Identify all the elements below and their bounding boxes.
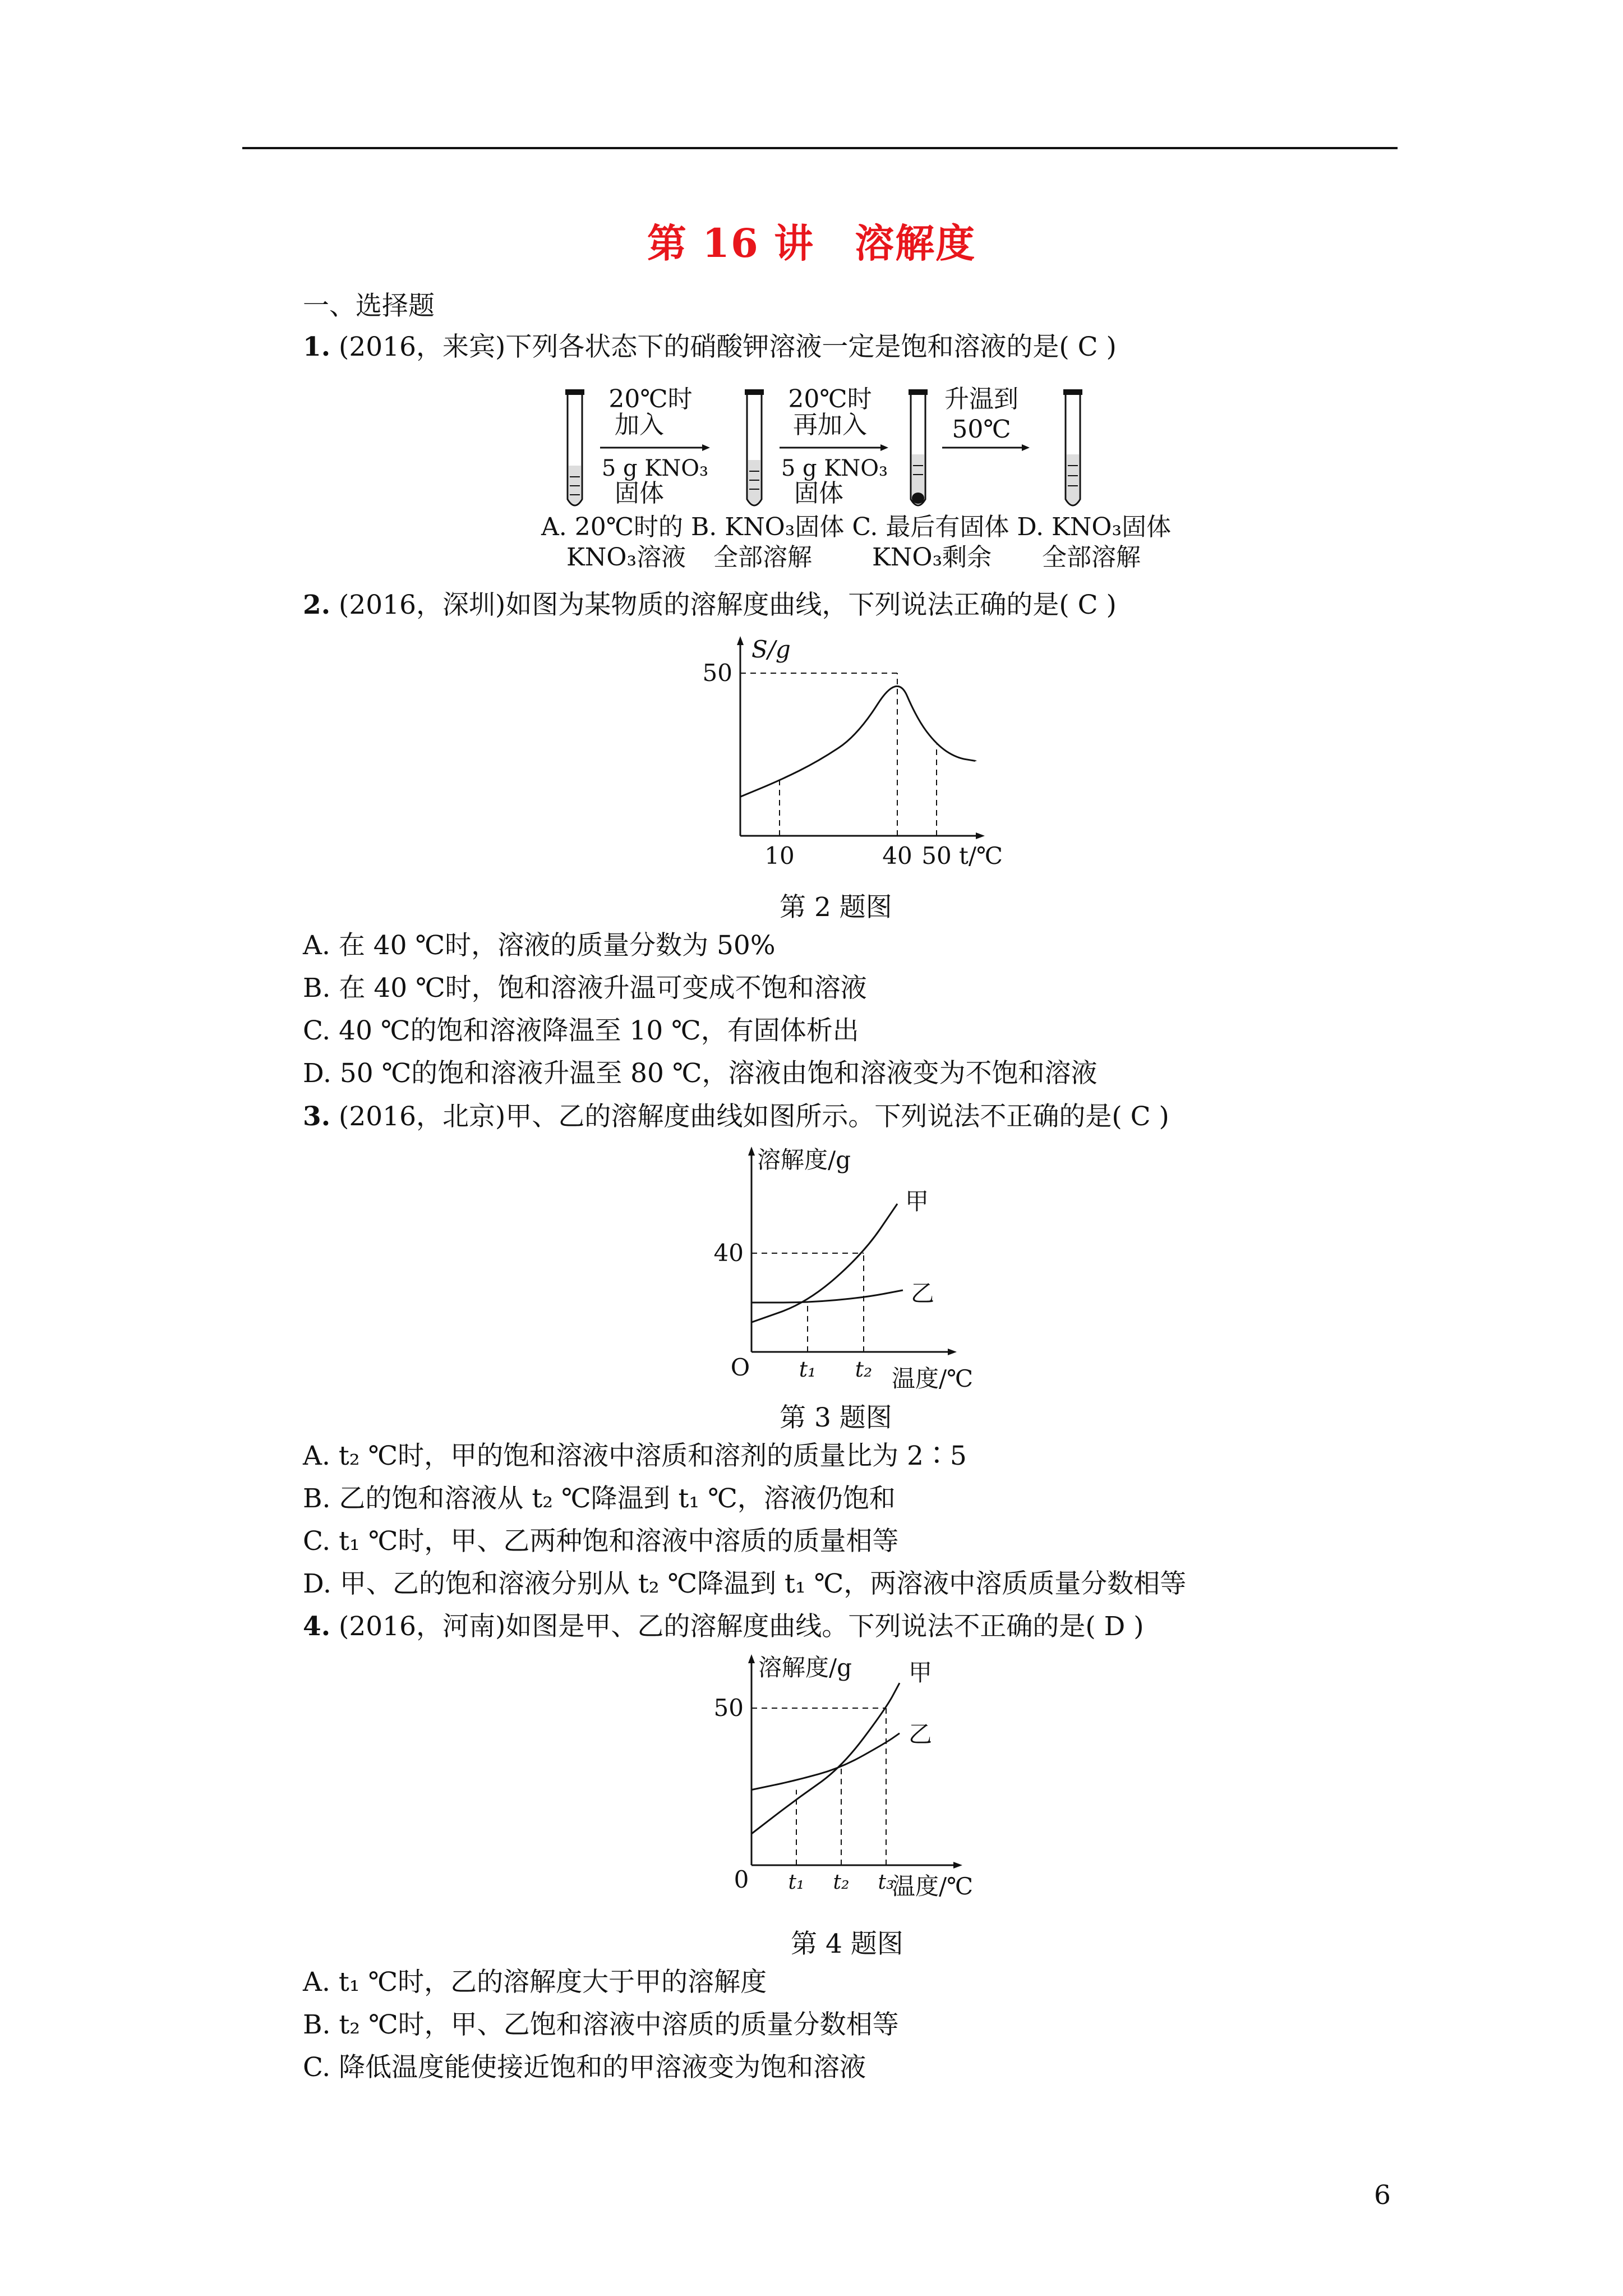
question-1-options-row1: A. 20℃时的 B. KNO₃固体 C. 最后有固体 D. KNO₃固体 [541, 513, 1172, 541]
q4-option-b: B. t₂ ℃时，甲、乙饱和溶液中溶质的质量分数相等 [303, 2009, 899, 2040]
question-4-number: 4. [303, 1611, 331, 1642]
q3-figure-caption: 第 3 题图 [780, 1402, 892, 1433]
test-tube-4 [1063, 389, 1082, 505]
x-tick-label: 10 [764, 842, 795, 869]
question-1-stem: (2016，来宾)下列各状态下的硝酸钾溶液一定是饱和溶液的是( C ) [339, 332, 1117, 362]
x-axis-label: 温度/℃ [892, 1365, 974, 1392]
question-4 [303, 1613, 1144, 1640]
y-tick-label: 50 [702, 659, 732, 687]
step-2-label-c: 5 g KNO₃ [781, 455, 888, 481]
q3-solubility-chart [701, 1144, 993, 1402]
question-1-option-c2: KNO₃剩余 [872, 543, 992, 572]
question-1-number: 1. [303, 332, 331, 362]
step-2-label-a: 20℃时 [788, 385, 872, 413]
series-curve-0 [751, 1204, 897, 1322]
question-3-stem: (2016，北京)甲、乙的溶解度曲线如图所示。下列说法不正确的是( C ) [339, 1101, 1169, 1132]
q2-figure-caption: 第 2 题图 [780, 892, 892, 923]
q3-option-c: C. t₁ ℃时，甲、乙两种饱和溶液中溶质的质量相等 [303, 1526, 899, 1557]
x-tick-label: t₁ [788, 1871, 805, 1894]
x-axis-label: t/℃ [959, 842, 1003, 869]
q4-option-a: A. t₁ ℃时，乙的溶解度大于甲的溶解度 [303, 1967, 767, 1998]
question-1-option-d2: 全部溶解 [1042, 543, 1141, 572]
q3-option-b: B. 乙的饱和溶液从 t₂ ℃降温到 t₁ ℃，溶液仍饱和 [303, 1483, 896, 1514]
origin-label: 0 [734, 1866, 749, 1893]
series-curve-1 [751, 1290, 903, 1303]
step-1-label-d: 固体 [615, 479, 664, 508]
question-1-option-a2: KNO₃溶液 [566, 543, 686, 572]
title-lesson: 第 16 讲 [647, 220, 815, 266]
section-heading: 一、选择题 [303, 291, 435, 321]
series-label: 甲 [905, 1188, 929, 1215]
series-curve-0 [751, 1683, 900, 1834]
x-tick-label: t₁ [799, 1357, 817, 1382]
q4-option-c: C. 降低温度能使接近饱和的甲溶液变为饱和溶液 [303, 2052, 866, 2083]
test-tube-3 [909, 389, 928, 505]
q4-figure-caption: 第 4 题图 [791, 1929, 903, 1959]
step-2-label-d: 固体 [794, 479, 843, 508]
step-1-label-a: 20℃时 [608, 385, 693, 413]
y-axis-label: S/g [751, 636, 791, 663]
q2-option-b: B. 在 40 ℃时，饱和溶液升温可变成不饱和溶液 [303, 973, 867, 1004]
q2-solubility-chart [673, 634, 1021, 886]
question-3 [303, 1103, 1169, 1130]
x-tick-label: 50 [921, 842, 952, 869]
q4-solubility-chart [707, 1652, 998, 1910]
question-2 [303, 592, 1117, 618]
page-number: 6 [1374, 2180, 1391, 2211]
y-tick-label: 50 [713, 1694, 744, 1722]
series-curve-1 [751, 1733, 900, 1790]
q2-option-d: D. 50 ℃的饱和溶液升温至 80 ℃，溶液由饱和溶液变为不饱和溶液 [303, 1058, 1098, 1089]
question-3-number: 3. [303, 1101, 331, 1132]
q3-option-d: D. 甲、乙的饱和溶液分别从 t₂ ℃降温到 t₁ ℃，两溶液中溶质质量分数相等 [303, 1568, 1187, 1599]
x-axis-label: 温度/℃ [892, 1872, 974, 1900]
question-4-stem: (2016，河南)如图是甲、乙的溶解度曲线。下列说法不正确的是( D ) [339, 1611, 1144, 1642]
x-tick-label: 40 [882, 842, 912, 869]
header-rule [242, 147, 1398, 149]
x-tick-label: t₃ [878, 1871, 895, 1894]
y-axis-label: 溶解度/g [758, 1654, 852, 1681]
step-1-label-b: 加入 [615, 411, 664, 439]
x-tick-label: t₂ [855, 1357, 873, 1382]
title-topic: 溶解度 [855, 220, 976, 266]
test-tube-diagram [538, 387, 1178, 533]
x-tick-label: t₂ [833, 1871, 850, 1894]
step-2-label-b: 再加入 [793, 411, 867, 439]
series-label: 甲 [909, 1659, 933, 1687]
question-2-number: 2. [303, 590, 331, 620]
q2-option-c: C. 40 ℃的饱和溶液降温至 10 ℃，有固体析出 [303, 1015, 859, 1046]
step-3-label-a: 升温到 [944, 385, 1018, 413]
q3-option-a: A. t₂ ℃时，甲的饱和溶液中溶质和溶剂的质量比为 2∶5 [303, 1441, 967, 1471]
question-1-option-b2: 全部溶解 [713, 543, 812, 572]
page-title [0, 212, 1623, 269]
series-label: 乙 [909, 1720, 933, 1748]
test-tube-2 [745, 389, 764, 505]
question-1 [303, 334, 1117, 360]
series-curve [740, 686, 976, 797]
y-axis-label: 溶解度/g [757, 1146, 851, 1174]
origin-label: O [730, 1354, 750, 1381]
test-tube-1 [565, 389, 584, 505]
question-2-stem: (2016，深圳)如图为某物质的溶解度曲线，下列说法正确的是( C ) [339, 590, 1117, 620]
step-1-label-c: 5 g KNO₃ [601, 455, 709, 481]
y-tick-label: 40 [713, 1239, 744, 1267]
q2-option-a: A. 在 40 ℃时，溶液的质量分数为 50% [303, 930, 776, 961]
series-label: 乙 [911, 1280, 935, 1307]
step-3-label-b: 50℃ [952, 415, 1011, 444]
